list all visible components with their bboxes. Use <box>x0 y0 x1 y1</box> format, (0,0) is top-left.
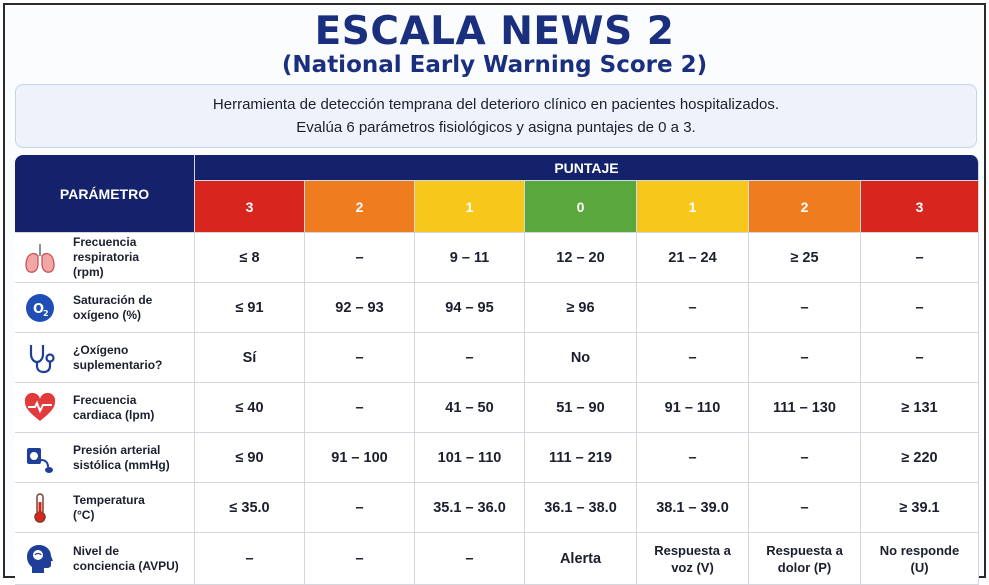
score-range-cell: ≥ 96 <box>525 283 637 333</box>
score-range-cell: ≤ 91 <box>195 283 305 333</box>
score-range-cell: – <box>861 283 979 333</box>
score-range-cell: 101 – 110 <box>415 433 525 483</box>
parameter-label-line: oxígeno (%) <box>73 307 141 322</box>
lungs-icon <box>19 238 61 278</box>
score-range-cell: – <box>861 233 979 283</box>
parameter-cell <box>15 333 195 383</box>
parameter-label-line: sistólica (mmHg) <box>73 457 170 472</box>
parameter-cell <box>15 433 195 483</box>
table-row <box>15 433 979 483</box>
score-range-cell: ≤ 8 <box>195 233 305 283</box>
score-range-cell <box>861 533 979 585</box>
parameter-label <box>61 235 139 280</box>
parameter-label-line: Temperatura <box>73 492 145 507</box>
oxygen-o2-icon <box>19 288 61 328</box>
parameter-label-line: cardiaca (lpm) <box>73 407 155 422</box>
score-range-cell: 12 – 20 <box>525 233 637 283</box>
score-column-header: 2 <box>749 181 861 233</box>
parameter-cell <box>15 533 195 585</box>
svg-text:2: 2 <box>43 308 49 318</box>
news2-card <box>3 3 986 578</box>
parameter-label <box>61 293 152 323</box>
score-range-cell: 51 – 90 <box>525 383 637 433</box>
score-range-line: Respuesta a <box>766 542 843 558</box>
score-range-cell: – <box>749 483 861 533</box>
score-range-cell <box>637 533 749 585</box>
parameter-label-line: (°C) <box>73 507 95 522</box>
score-range-cell: – <box>305 483 415 533</box>
parameter-label-line: Saturación de <box>73 292 153 307</box>
score-range-line: dolor (P) <box>777 559 832 575</box>
score-range-cell: ≥ 220 <box>861 433 979 483</box>
score-range-cell: – <box>415 533 525 585</box>
score-header: PUNTAJE <box>195 155 979 181</box>
table-row <box>15 383 979 433</box>
heart-pulse-icon <box>19 388 61 428</box>
score-column-header: 1 <box>415 181 525 233</box>
score-range-line: Respuesta a <box>654 542 731 558</box>
score-column-header: 0 <box>525 181 637 233</box>
score-column-header: 3 <box>861 181 979 233</box>
score-range-cell: Alerta <box>525 533 637 585</box>
parameter-label <box>61 343 162 373</box>
thermometer-icon <box>19 488 61 528</box>
score-range-cell: 36.1 – 38.0 <box>525 483 637 533</box>
parameter-label <box>61 393 154 423</box>
news2-score-table <box>15 155 979 585</box>
score-range-cell: – <box>637 283 749 333</box>
score-column-header: 1 <box>637 181 749 233</box>
score-range-line: No responde <box>879 542 960 558</box>
score-range-cell: ≤ 35.0 <box>195 483 305 533</box>
parameter-label <box>61 443 170 473</box>
score-range-cell: No <box>525 333 637 383</box>
page-title: ESCALA NEWS 2 <box>314 9 675 54</box>
score-range-cell: 111 – 130 <box>749 383 861 433</box>
score-range-cell: 111 – 219 <box>525 433 637 483</box>
score-range-cell: – <box>415 333 525 383</box>
score-range-cell: 38.1 – 39.0 <box>637 483 749 533</box>
page-subtitle: (National Early Warning Score 2) <box>281 52 708 78</box>
score-range-cell: – <box>305 533 415 585</box>
score-range-cell: 9 – 11 <box>415 233 525 283</box>
table-row <box>15 483 979 533</box>
table-row <box>15 533 979 585</box>
parameter-label-line: (rpm) <box>73 265 104 279</box>
description-box <box>15 84 977 148</box>
score-range-cell: ≥ 39.1 <box>861 483 979 533</box>
parameter-label-line: ¿Oxígeno <box>73 342 129 357</box>
table-row <box>15 233 979 283</box>
score-range-cell: – <box>305 383 415 433</box>
parameter-label-line: suplementario? <box>73 357 163 372</box>
score-range-cell: – <box>749 283 861 333</box>
score-range-cell: Sí <box>195 333 305 383</box>
parameter-cell <box>15 283 195 333</box>
score-range-cell: ≥ 131 <box>861 383 979 433</box>
brain-head-icon <box>19 539 61 579</box>
description-line-2: Evalúa 6 parámetros fisiológicos y asigna puntajes de 0 a 3. <box>296 119 696 136</box>
score-range-cell: 91 – 110 <box>637 383 749 433</box>
score-range-cell: 92 – 93 <box>305 283 415 333</box>
parameter-label-line: respiratoria <box>73 250 140 264</box>
score-range-cell: – <box>195 533 305 585</box>
parameter-cell <box>15 483 195 533</box>
description-line-1: Herramienta de detección temprana del deterioro clínico en pacientes hospitalizados. <box>212 96 780 113</box>
score-range-cell: – <box>861 333 979 383</box>
table-body <box>15 233 979 585</box>
score-range-cell: ≤ 90 <box>195 433 305 483</box>
score-column-header: 3 <box>195 181 305 233</box>
score-range-cell: ≥ 25 <box>749 233 861 283</box>
parameter-label-line: Frecuencia <box>73 235 137 249</box>
table-row <box>15 333 979 383</box>
score-range-cell <box>749 533 861 585</box>
svg-text:O: O <box>33 301 45 317</box>
score-range-cell: 94 – 95 <box>415 283 525 333</box>
score-range-line: voz (V) <box>671 559 714 575</box>
score-range-cell: – <box>305 233 415 283</box>
parameter-cell <box>15 383 195 433</box>
score-range-cell: – <box>749 433 861 483</box>
score-range-cell: – <box>637 333 749 383</box>
score-range-cell: – <box>749 333 861 383</box>
score-range-cell: 21 – 24 <box>637 233 749 283</box>
parameter-label-line: conciencia (AVPU) <box>73 558 179 573</box>
score-range-cell: 35.1 – 36.0 <box>415 483 525 533</box>
score-range-cell: 91 – 100 <box>305 433 415 483</box>
score-range-cell: ≤ 40 <box>195 383 305 433</box>
stethoscope-icon <box>19 338 61 378</box>
score-column-header: 2 <box>305 181 415 233</box>
parameter-cell <box>15 233 195 283</box>
parameter-label <box>61 544 179 574</box>
blood-pressure-cuff-icon <box>19 438 61 478</box>
score-range-cell: – <box>637 433 749 483</box>
score-range-cell: 41 – 50 <box>415 383 525 433</box>
parameter-label <box>61 493 145 523</box>
score-range-line: (U) <box>910 559 929 575</box>
score-range-cell: – <box>305 333 415 383</box>
table-row <box>15 283 979 333</box>
parameter-label-line: Nivel de <box>73 543 120 558</box>
parameter-header: PARÁMETRO <box>15 155 195 233</box>
parameter-label-line: Frecuencia <box>73 392 137 407</box>
parameter-label-line: Presión arterial <box>73 442 161 457</box>
